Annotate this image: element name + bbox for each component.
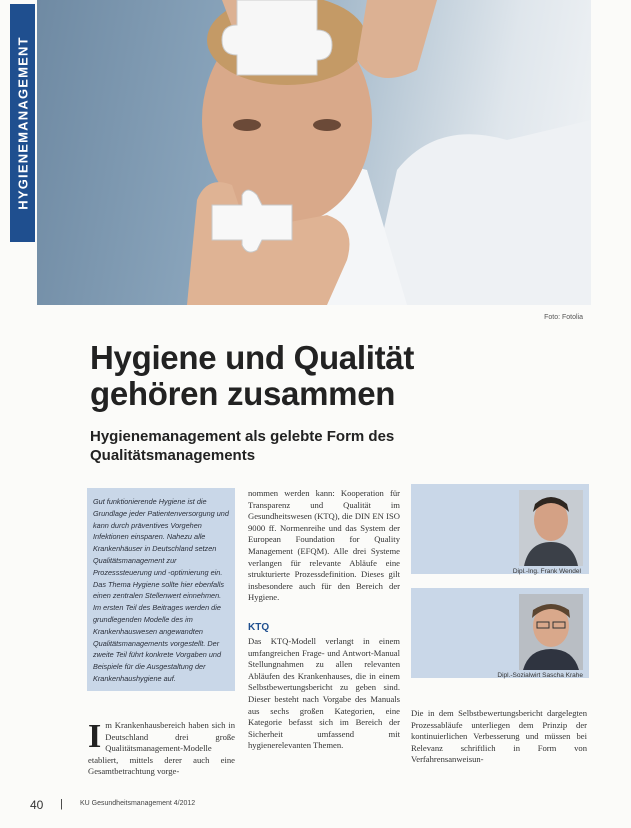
photo-credit: Foto: Fotolia — [544, 314, 583, 321]
footer-separator: | — [60, 798, 63, 810]
portrait-photo-1 — [519, 490, 583, 566]
section-tab-label: HYGIENEMANAGEMENT — [15, 36, 30, 210]
portrait-caption-1: Dipl.-Ing. Frank Wendel — [512, 568, 581, 575]
column-2-text-b: Das KTQ-Modell verlangt in einem umfangreichen Frage- und Antwort-Manual Stellungnahmen zu allen relevanten Abläufen des Krankenhauses, die in einem Selbstbewertungsbericht zu geben sind. Dieser besteht nach Vorgabe des Manuals aus sechs großen Kategorien, eine Kategorie befasst sich im Bereich der Sicherheit umfassend mit hygienerelevanten Themen. — [248, 636, 400, 751]
portrait-box-1 — [411, 484, 589, 574]
portrait-box-2 — [411, 588, 589, 678]
column-2-text: nommen werden kann: Kooperation für Transparenz und Qualität im Gesundheitswesen (KTQ), die DIN EN ISO 9000 ff. Normenreihe und das System der European Foundation for Quality Management (EFQM). Alle drei Systeme verlangen für relevante Abläufe eine strukturierte Prozessdefinition. Dieses gilt insbesondere auch für den Bereich der Hygiene. — [248, 488, 400, 603]
headline-line-1: Hygiene und Qualität — [90, 339, 415, 376]
intro-text: Gut funktionierende Hygiene ist die Grundlage jeder Patientenversorgung und kann durch präventives Vorgehen Infektionen einsparen. Nahezu alle Krankenhäuser in Deutschland setzen Qualitätsmanagement zur Prozesssteuerung und -optimierung ein. Das Thema Hygiene sollte hier ebenfalls einen zentralen Stellenwert einnehmen. Im ersten Teil des Beitrages werden die grundlegenden Modelle des im Krankenhauswesen angewandten Qualitätsmanagements vorgestellt. Der zweite Teil führt konkrete Vorgaben und Beispiele für die Ausgestaltung der Krankenhaushygiene auf. — [93, 497, 229, 683]
publication-name: KU Gesundheitsmanagement 4/2012 — [80, 800, 196, 807]
column-1-body: m Krankenhausbereich haben sich in Deutschland drei große Qualitätsmanagement-Modelle etabliert, mittels derer auch eine Gesamtbetrachtung vorge- — [88, 720, 235, 777]
portrait-photo-2 — [519, 594, 583, 670]
column-3-text: Die in dem Selbstbewertungsbericht dargelegten Prozessabläufe unterliegen dem Prinzip der kontinuierlichen Verbesserung und müssen bei Relevanz schriftlich in Form von Verfahrensanweisun- — [411, 708, 587, 765]
section-heading-ktq: KTQ — [248, 622, 270, 633]
column-1-text — [88, 720, 235, 778]
section-tab — [10, 4, 35, 242]
intro-box — [87, 488, 235, 691]
portrait-caption-2: Dipl.-Sozialwirt Sascha Krahe — [497, 672, 583, 679]
page-number: 40 — [30, 798, 44, 812]
headline — [90, 340, 510, 412]
subheadline: Hygienemanagement als gelebte Form des Qualitätsmanagements — [90, 428, 395, 464]
drop-cap: I — [88, 718, 102, 755]
hero-photo — [37, 0, 591, 305]
headline-line-2: gehören zusammen — [90, 375, 396, 412]
